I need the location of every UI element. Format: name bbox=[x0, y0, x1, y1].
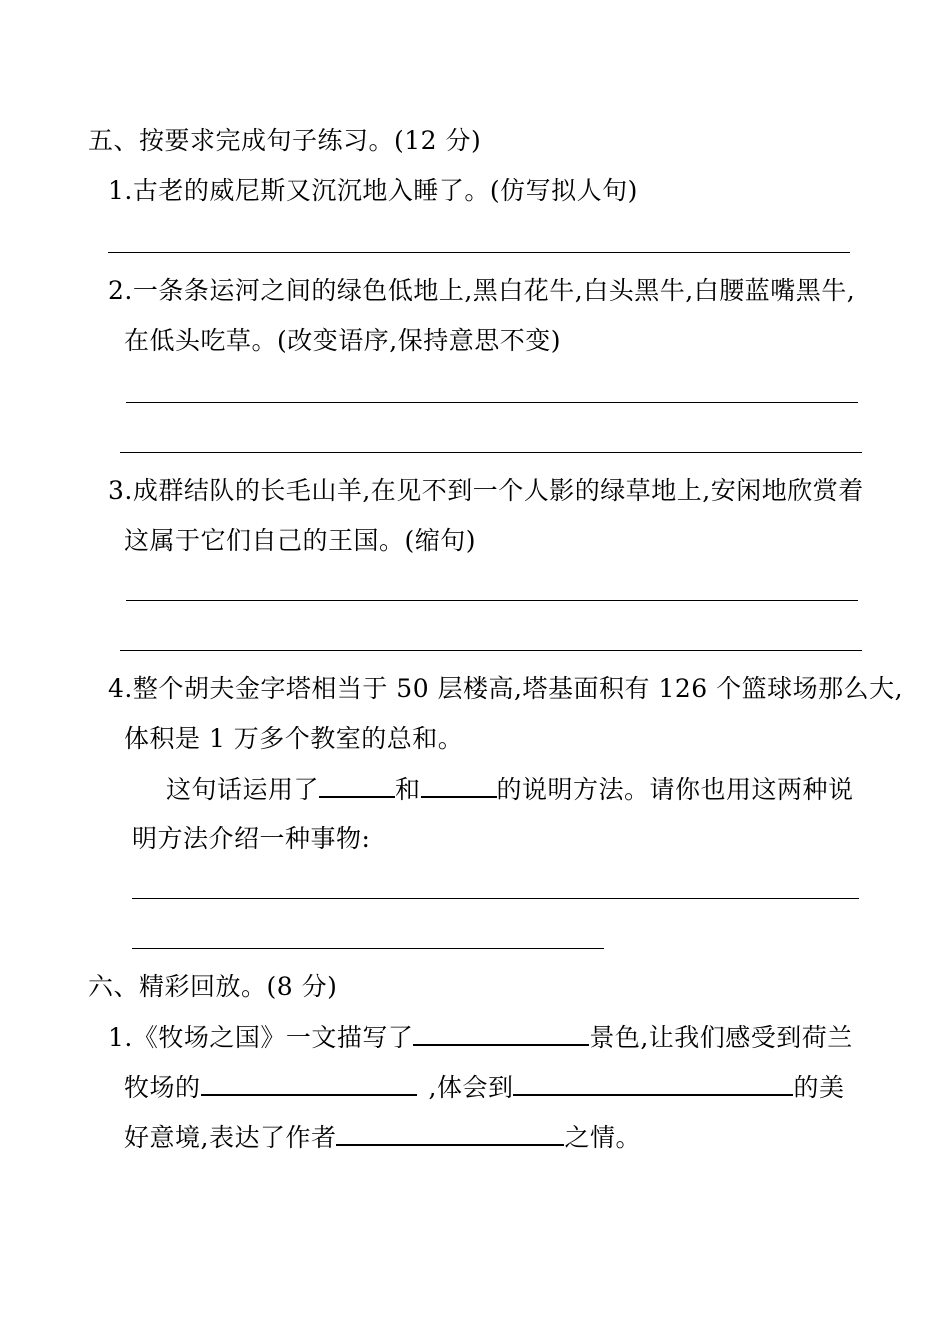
section-5-title: 五、按要求完成句子练习。(12 分) bbox=[88, 126, 482, 155]
question-5-4-line2: 体积是 1 万多个教室的总和。 bbox=[124, 724, 464, 753]
prompt-text-a: 这句话运用了 bbox=[166, 775, 320, 804]
answer-line-5-3b[interactable] bbox=[120, 650, 862, 651]
fill-text-e: 的美 bbox=[793, 1073, 845, 1102]
question-5-4-prompt-line2: 明方法介绍一种事物: bbox=[132, 824, 371, 853]
question-6-1-line3 bbox=[124, 1122, 641, 1153]
question-5-4-prompt bbox=[166, 774, 854, 805]
blank-method-2[interactable] bbox=[421, 774, 497, 798]
blank-realm[interactable] bbox=[513, 1072, 793, 1096]
blank-method-1[interactable] bbox=[319, 774, 395, 798]
blank-author-feeling[interactable] bbox=[336, 1122, 564, 1146]
fill-text-b: 景色,让我们感受到荷兰 bbox=[589, 1023, 853, 1052]
answer-line-5-2a[interactable] bbox=[126, 402, 858, 403]
question-5-2-line1: 2.一条条运河之间的绿色低地上,黑白花牛,白头黑牛,白腰蓝嘴黑牛, bbox=[108, 276, 856, 305]
question-5-4-line1: 4.整个胡夫金字塔相当于 50 层楼高,塔基面积有 126 个篮球场那么大, bbox=[108, 674, 904, 703]
section-6-title: 六、精彩回放。(8 分) bbox=[88, 972, 338, 1001]
fill-text-c: 牧场的 bbox=[124, 1073, 201, 1102]
answer-line-5-1[interactable] bbox=[108, 252, 850, 253]
blank-scenery[interactable] bbox=[413, 1022, 589, 1046]
question-5-1-text: 1.古老的威尼斯又沉沉地入睡了。(仿写拟人句) bbox=[108, 176, 638, 205]
fill-text-f: 好意境,表达了作者 bbox=[124, 1123, 337, 1152]
answer-line-5-3a[interactable] bbox=[126, 600, 858, 601]
question-5-2-line2: 在低头吃草。(改变语序,保持意思不变) bbox=[124, 326, 561, 355]
prompt-text-b: 和 bbox=[395, 775, 421, 804]
question-5-3-line2: 这属于它们自己的王国。(缩句) bbox=[124, 526, 477, 555]
fill-text-d: ,体会到 bbox=[428, 1073, 514, 1102]
fill-text-a: 1.《牧场之国》一文描写了 bbox=[108, 1023, 414, 1052]
answer-line-5-4b[interactable] bbox=[132, 948, 604, 949]
fill-text-g: 之情。 bbox=[564, 1123, 641, 1152]
blank-pasture-feature[interactable] bbox=[201, 1072, 417, 1096]
question-5-3-line1: 3.成群结队的长毛山羊,在见不到一个人影的绿草地上,安闲地欣赏着 bbox=[108, 476, 864, 505]
answer-line-5-4a[interactable] bbox=[132, 898, 859, 899]
answer-line-5-2b[interactable] bbox=[120, 452, 862, 453]
question-6-1-line1 bbox=[108, 1022, 853, 1053]
prompt-text-c: 的说明方法。请你也用这两种说 bbox=[496, 775, 854, 804]
question-6-1-line2 bbox=[124, 1072, 844, 1103]
